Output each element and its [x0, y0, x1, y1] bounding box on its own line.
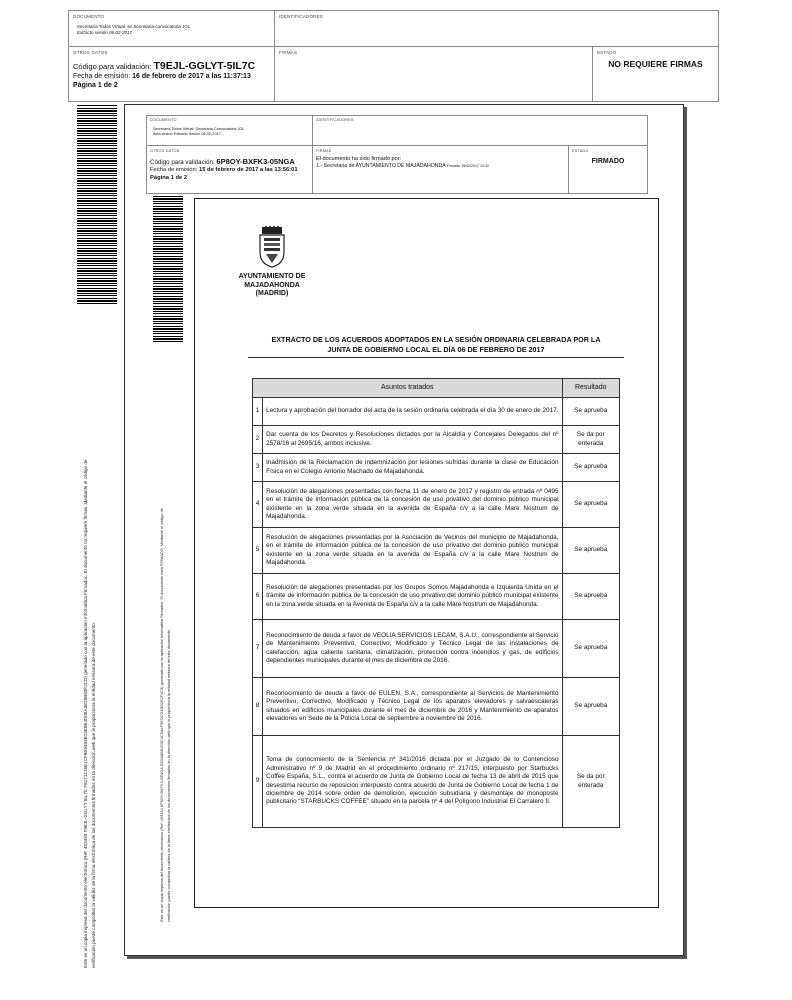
entity-line1: AYUNTAMIENTO DE [238, 273, 306, 280]
row-resultado: Se aprueba [562, 620, 619, 678]
inner-firmas-line2-row [316, 163, 489, 169]
table-row [253, 528, 620, 574]
row-resultado: Se aprueba [562, 398, 619, 426]
row-number: 9 [253, 736, 263, 828]
row-asunto: Inadmisión de la Reclamación de indemnización por lesiones sufridas durante la clase de Educación Física en el Colegio Antonio Machado de Majadahonda. [263, 454, 562, 482]
inner-identificadores-label: IDENTIFICADORES [316, 118, 354, 122]
table-row [253, 398, 620, 426]
inner-estado-value: FIRMADO [591, 158, 625, 165]
inner-firmas-line2: 1.- Secretaria de AYUNTAMIENTO DE MAJADAHONDA [316, 163, 446, 169]
row-asunto: Resolución de alegaciones presentadas con fecha 11 de enero de 2017 y registro de entrada nº 0495 en el trámite de información pública de la concesión de uso privativo del dominio público municipal existente en la zona verde situada en la avenida de España c/v a la calle Mare Nostrum de Majadahonda. [263, 482, 562, 528]
outer-fecha-value: 16 de febrero de 2017 a las 11:37:13 [132, 73, 251, 80]
outer-header [68, 10, 719, 102]
row-resultado: Se aprueba [562, 574, 619, 620]
row-resultado: Se aprueba [562, 528, 619, 574]
inner-fecha-value: 15 de febrero de 2017 a las 13:56:01 [199, 167, 298, 173]
row-number: 1 [253, 398, 263, 426]
entity-line3: (MADRID) [255, 290, 289, 298]
row-asunto: Reconocimiento de deuda a favor de EULEN, S.A., correspondiente al Servicios de Mantenimiento Preventivo, Correctivo, Modificado y Técnico Legal de los aparatos elevadores y salvaescaleras situados en edificios municipales durante el mes de diciembre de 2016 y Mantenimiento de aparatos elevadores en Sede de la Policía Local de septiembre a noviembre de 2016. [263, 678, 562, 736]
row-number: 8 [253, 678, 263, 736]
outer-identificadores-cell [275, 11, 718, 47]
entity-name [222, 273, 322, 299]
outer-barcode [77, 104, 117, 304]
row-number: 5 [253, 528, 263, 574]
inner-documento-cell [147, 116, 313, 146]
inner-header [146, 115, 648, 194]
outer-documento-line2: Extracto sesión 06-02-2017 [77, 30, 133, 35]
inner-estado-cell [569, 146, 647, 193]
row-asunto: Reconocimiento de deuda a favor de VEOLIA SERVICIOS LECAM, S.A.U., correspondiente al Servicio de Mantenimiento Preventivo, Correctivo, Modificado y Técnico Legal de las instalaciones de calefacción, agua caliente sanitaria, climatización, protección contra incendios y gas, de edificios dependientes municipales durante el mes de diciembre de 2016. [263, 620, 562, 678]
row-asunto: Lectura y aprobación del borrador del acta de la sesión ordinaria celebrada el día 30 de enero de 2017. [263, 398, 562, 426]
header-asuntos: Asuntos tratados [253, 379, 563, 398]
outer-otros-datos-label: OTROS DATOS [73, 50, 108, 55]
outer-estado-label: ESTADO [597, 50, 617, 55]
header-resultado: Resultado [562, 379, 619, 398]
inner-barcode [153, 196, 183, 342]
outer-estado-cell [593, 47, 718, 101]
entity-line2: MAJADAHONDA [244, 281, 300, 289]
row-number: 6 [253, 574, 263, 620]
inner-otros-datos-label: OTROS DATOS [150, 149, 180, 153]
inner-otros-datos-cell [147, 146, 313, 193]
inner-firmas-line2-date: Firmado 15/02/2017 13:32 [446, 164, 490, 168]
row-asunto: Dar cuenta de los Decretos y Resoluciones dictados por la Alcaldía y Concejales Delegados del nº 2578/16 al 2695/16, ambos inclusive. [263, 426, 562, 454]
outer-side-text-1: Este es un copia impresa del documento electrónico (Ref: 403493 T9EJL-GGLYT-5IL7C F8171216E1CF9E9493B23EB64D08A3E25B83F2CD) generado con la aplicación informática Firmadoc. El documento no requiere firmas. Mediante el código de [83, 459, 88, 968]
row-resultado: Se da por enterada [562, 736, 619, 828]
row-number: 4 [253, 482, 263, 528]
inner-documento-line2: Acta sesión Extracto Sesión 06-02-2017 [153, 132, 221, 136]
outer-side-text-2: verificación puede comprobar la validez de la firma electrónica de los documentos firmados en la dirección web que le proporciona la entidad emisora de este documento. [91, 621, 96, 968]
document-title [248, 335, 624, 358]
outer-codigo-line [73, 60, 255, 72]
row-resultado: Se aprueba [562, 678, 619, 736]
coat-of-arms-icon [256, 226, 288, 268]
inner-firmas-line1: El documento ha sido firmado por: [316, 156, 402, 162]
inner-estado-label: ESTADO [572, 149, 589, 153]
table-body [253, 398, 620, 828]
inner-pagina: Página 1 de 2 [150, 175, 188, 181]
outer-firmas-cell [275, 47, 593, 101]
outer-pagina: Página 1 de 2 [73, 82, 118, 89]
row-resultado: Se aprueba [562, 454, 619, 482]
row-number: 3 [253, 454, 263, 482]
inner-firmas-label: FIRMAS [316, 149, 332, 153]
title-line2: JUNTA DE GOBIERNO LOCAL EL DÍA 06 DE FEBRERO DE 2017 [327, 345, 545, 354]
table-row [253, 482, 620, 528]
row-number: 7 [253, 620, 263, 678]
outer-fecha-line [73, 73, 251, 80]
row-resultado: Se aprueba [562, 482, 619, 528]
outer-firmas-label: FIRMAS [279, 50, 298, 55]
title-line1: EXTRACTO DE LOS ACUERDOS ADOPTADOS EN LA SESIÓN ORDINARIA CELEBRADA POR LA [271, 335, 601, 344]
outer-fecha-prefix: Fecha de emisión: [73, 73, 131, 80]
acuerdos-table [252, 378, 620, 828]
table-row [253, 620, 620, 678]
row-asunto: Toma de conocimiento de la Sentencia nº 341/2016 dictada por el Juzgado de lo Contencioso Administrativo nº 9 de Madrid en el procedimiento ordinario nº 217/15, interpuesto por Starbucks Coffee España, S.L., contra el acuerdo de Junta de Gobierno Local de fecha 13 de abril de 2015 que desestima recurso de reposición interpuesto contra acuerdo de Junta de Gobierno Local de fecha 1 de diciembre de 2014 sobre orden de demolición, ejecución subsidiaria y desmontaje de monoposte publicitario “STARBUCKS COFFEE” situado en la parcela nº 4 del Polígono Industrial El Carralero II. [263, 736, 562, 828]
outer-identificadores-label: IDENTIFICADORES [279, 14, 324, 19]
table-row [253, 678, 620, 736]
inner-codigo-line [150, 157, 295, 166]
inner-documento-label: DOCUMENTO [150, 118, 177, 122]
outer-documento-line1: Secretaría Todos Virtual: 6c.Secretaria-convocatoria JGL [77, 24, 191, 29]
outer-codigo-value: T9EJL-GGLYT-5IL7C [153, 60, 256, 72]
row-asunto: Resolución de alegaciones presentadas por los Grupos Somos Majadahonda e Izquierda Unida en el trámite de información pública de la concesión de uso privativo del dominio público municipal existente en la zona verde situada en la Avenida de España c/v a la calle Mare Nostrum de Majadahonda. [263, 574, 562, 620]
inner-side-text-2: verificación puede comprobar la validez de la firma electrónica de los documentos firmados en la dirección web que le proporciona la entidad emisora de este documento. [166, 628, 171, 922]
table-row [253, 574, 620, 620]
table-row [253, 426, 620, 454]
table-row [253, 736, 620, 828]
outer-documento-cell [69, 11, 275, 47]
inner-codigo-value: 6P8OY-BXFK3-05NGA [216, 157, 295, 166]
outer-otros-datos-cell [69, 47, 275, 101]
outer-documento-label: DOCUMENTO [73, 14, 105, 19]
outer-codigo-prefix: Código para validación: [73, 62, 152, 71]
inner-fecha-prefix: Fecha de emisión: [150, 167, 198, 173]
row-number: 2 [253, 426, 263, 454]
inner-side-text-1: Este es un copia impresa del documento electrónico (Ref: 403134 6P8OY-BXFK3-05NGA D3DA8B84D3C4C5A4F9EDCD1BD1E2F4C3) generado con la aplicación informática Firmadoc. El documento está FIRMADO. Mediante el código de [159, 508, 164, 922]
table-row [253, 454, 620, 482]
table-header-row [253, 379, 620, 398]
inner-fecha-line [150, 167, 298, 173]
outer-estado-value: NO REQUIERE FIRMAS [608, 59, 703, 69]
inner-documento-line1: Secretaría Todos Virtual: Secretaria-Convocatoria JGL [153, 127, 245, 131]
inner-codigo-prefix: Código para validación: [150, 159, 215, 166]
inner-firmas-cell [313, 146, 569, 193]
row-resultado: Se da por enterada [562, 426, 619, 454]
row-asunto: Resolución de alegaciones presentadas por la Asociación de Vecinos del municipio de Majadahonda, en el trámite de información pública de la concesión de uso privativo del dominio público municipal existente en la zona verde situada en la avenida de España c/v a la calle Mare Nostrum de Majadahonda. [263, 528, 562, 574]
inner-identificadores-cell [313, 116, 647, 146]
